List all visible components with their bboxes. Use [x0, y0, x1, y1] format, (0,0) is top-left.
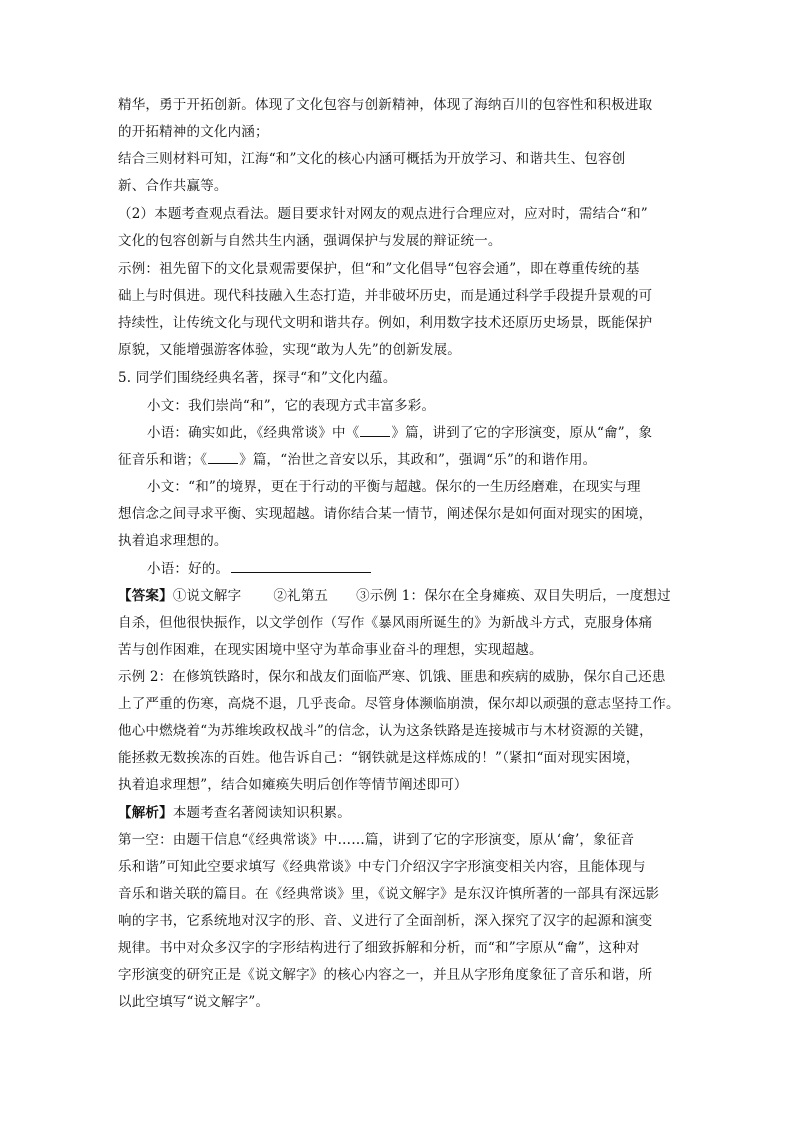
text-line: 乐和谐”可知此空要求填写《经典常谈》中专门介绍汉字字形演变相关内容，且能体现与	[118, 859, 646, 875]
answer-item: ②礼第五	[273, 588, 329, 604]
answer-item: ③示例 1：保尔在全身瘫痪、双目失明后，一度想过	[356, 588, 671, 604]
text-line: 以此空填写“说文解字”。	[118, 994, 270, 1010]
dialogue-text: 小语：好的。	[147, 561, 230, 577]
text-line: 原貌，又能增强游客体验，实现“敢为人先”的创新发展。	[118, 342, 462, 358]
text-line: 持续性，让传统文化与现代文明和谐共存。例如，利用数字技术还原历史场景，既能保护	[118, 315, 653, 331]
dialogue-line: 执着追求理想的。	[118, 533, 228, 549]
text-line: 精华，勇于开拓创新。体现了文化包容与创新精神，体现了海纳百川的包容性和积极进取	[118, 97, 653, 113]
text-line: 示例：祖先留下的文化景观需要保护，但“和”文化倡导“包容会通”，即在尊重传统的基	[118, 261, 640, 277]
dialogue-line: 小文：我们崇尚“和”，它的表现方式丰富多彩。	[147, 398, 436, 414]
answer-label: 【答案】	[118, 588, 173, 604]
analysis-text: 本题考查名著阅读知识积累。	[172, 805, 351, 821]
dialogue-line	[147, 424, 652, 442]
dialogue-line: 想信念之间寻求平衡、实现超越。请你结合某一情节，阐述保尔是如何面对现实的困境，	[118, 506, 653, 522]
text-line: 他心中燃烧着“为苏维埃政权战斗”的信念，认为这条铁路是连接城市与木材资源的关键，	[118, 723, 653, 739]
question-title: 5. 同学们围绕经典名著，探寻“和”文化内蕴。	[118, 370, 397, 386]
analysis-label: 【解析】	[118, 805, 173, 821]
text-line: 规律。书中对众多汉字的字形结构进行了细致拆解和分析，而“和”字原从“龠”，这种对	[118, 940, 640, 956]
text-line: （2）本题考查观点看法。题目要求针对网友的观点进行合理应对，应对时，需结合“和”	[118, 206, 648, 222]
dialogue-text: 》篇，讲到了它的字形演变，原从“龠”，象	[391, 425, 653, 441]
dialogue-text: 小语：确实如此，《经典常谈》中《	[147, 425, 360, 441]
answer-blank[interactable]	[208, 451, 238, 464]
text-line: 能拯救无数挨冻的百姓。他告诉自己：“钢铁就是这样炼成的！”（紧扣“面对现实困境，	[118, 750, 640, 766]
analysis-line	[118, 804, 351, 822]
text-line: 上了严重的伤寒，高烧不退，几乎丧命。尽管身体濒临崩溃，保尔却以顽强的意志坚持工作。	[118, 696, 680, 712]
text-line: 字形演变的研究正是《说文解字》的核心内容之一，并且从字形角度象征了音乐和谐，所	[118, 967, 653, 983]
text-line: 新、合作共赢等。	[118, 178, 228, 194]
text-line: 音乐和谐关联的篇目。在《经典常谈》里，《说文解字》是东汉许慎所著的一部具有深远影	[118, 886, 660, 902]
answer-item: ①说文解字	[172, 588, 242, 604]
text-line: 响的字书，它系统地对汉字的形、音、义进行了全面剖析，深入探究了汉字的起源和演变	[118, 913, 653, 929]
text-line: 础上与时俱进。现代科技融入生态打造，并非破坏历史，而是通过科学手段提升景观的可	[118, 288, 653, 304]
dialogue-text: 》篇，“治世之音安以乐，其政和”，强调“乐”的和谐作用。	[239, 452, 597, 468]
text-line: 执着追求理想”，结合如瘫痪失明后创作等情节阐述即可）	[118, 777, 468, 793]
answer-line	[118, 587, 671, 605]
text-line: 文化的包容创新与自然共生内涵，强调保护与发展的辩证统一。	[118, 233, 502, 249]
dialogue-line	[147, 560, 371, 578]
text-line: 自杀，但他很快振作，以文学创作（写作《暴风雨所诞生的》为新战斗方式，克服身体痛	[118, 615, 653, 631]
dialogue-text: 征音乐和谐；《	[118, 452, 208, 468]
text-line: 结合三则材料可知，江海“和”文化的核心内涵可概括为开放学习、和谐共生、包容创	[118, 151, 626, 167]
answer-blank[interactable]	[360, 424, 390, 437]
text-line: 苦与创作困难，在现实困境中坚守为革命事业奋斗的理想，实现超越。	[118, 642, 543, 658]
text-line: 第一空：由题干信息“《经典常谈》中……篇，讲到了它的字形演变，原从‘龠’，象征音	[118, 832, 635, 848]
answer-blank-long[interactable]	[231, 560, 371, 573]
text-line: 的开拓精神的文化内涵；	[118, 124, 269, 140]
dialogue-line: 小文：“和”的境界，更在于行动的平衡与超越。保尔的一生历经磨难，在现实与理	[147, 479, 641, 495]
dialogue-line	[118, 451, 596, 469]
text-line: 示例 2：在修筑铁路时，保尔和战友们面临严寒、饥饿、匪患和疾病的威胁，保尔自己还患	[118, 669, 666, 685]
